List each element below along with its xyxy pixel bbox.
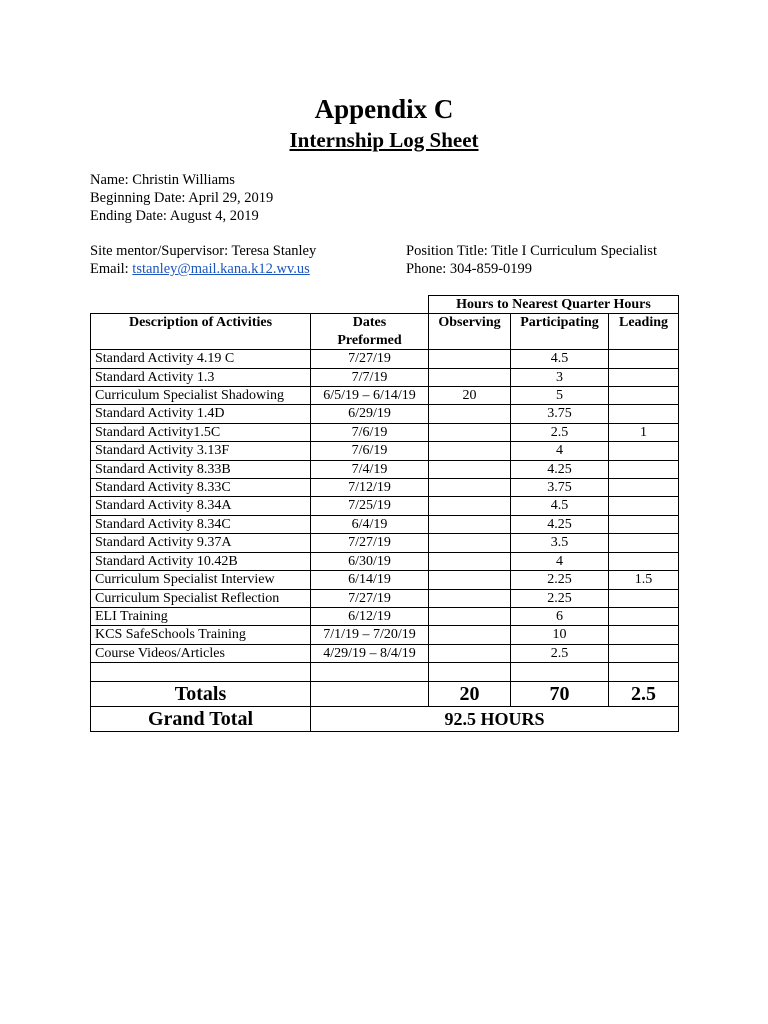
dates-cell: 4/29/19 – 8/4/19: [311, 644, 429, 662]
observing-cell: [429, 479, 511, 497]
dates-cell: 6/30/19: [311, 552, 429, 570]
participating-cell: 2.25: [511, 589, 609, 607]
col-header-leading: Leading: [609, 314, 679, 350]
participating-cell: 2.5: [511, 423, 609, 441]
totals-row: [91, 681, 679, 706]
dates-cell: 7/27/19: [311, 350, 429, 368]
phone-number: Phone: 304-859-0199: [406, 261, 533, 277]
dates-cell: [311, 663, 429, 681]
email-link[interactable]: tstanley@mail.kana.k12.wv.us: [132, 261, 310, 277]
dates-cell: 7/4/19: [311, 460, 429, 478]
ending-date: Ending Date: August 4, 2019: [90, 208, 259, 224]
dates-cell: 7/7/19: [311, 368, 429, 386]
leading-cell: [609, 460, 679, 478]
observing-cell: [429, 663, 511, 681]
dates-cell: 6/4/19: [311, 515, 429, 533]
leading-cell: [609, 442, 679, 460]
observing-cell: [429, 626, 511, 644]
activity-cell: ELI Training: [91, 607, 311, 625]
activity-cell: Course Videos/Articles: [91, 644, 311, 662]
participating-cell: 10: [511, 626, 609, 644]
activity-cell: KCS SafeSchools Training: [91, 626, 311, 644]
mentor-name: Site mentor/Supervisor: Teresa Stanley: [90, 243, 317, 259]
table-row: [91, 442, 679, 460]
table-row: [91, 423, 679, 441]
dates-cell: 7/12/19: [311, 479, 429, 497]
participating-cell: 3.75: [511, 405, 609, 423]
grand-total-label: Grand Total: [91, 706, 311, 731]
table-row: [91, 626, 679, 644]
observing-cell: [429, 589, 511, 607]
position-info: [406, 242, 657, 278]
activity-cell: Standard Activity 8.33B: [91, 460, 311, 478]
group-header-row: [91, 296, 679, 314]
totals-observing: 20: [429, 681, 511, 706]
table-row: [91, 552, 679, 570]
dates-cell: 6/14/19: [311, 571, 429, 589]
table-row: [91, 571, 679, 589]
col-header-dates-line2: Preformed: [311, 332, 429, 350]
mentor-info: [90, 242, 316, 278]
beginning-date: Beginning Date: April 29, 2019: [90, 190, 274, 206]
totals-dates-blank: [311, 681, 429, 706]
activity-cell: Standard Activity 8.33C: [91, 479, 311, 497]
column-header-row: [91, 314, 679, 332]
participating-cell: 2.5: [511, 644, 609, 662]
observing-cell: [429, 497, 511, 515]
observing-cell: [429, 515, 511, 533]
leading-cell: [609, 387, 679, 405]
participating-cell: 4.25: [511, 515, 609, 533]
leading-cell: [609, 589, 679, 607]
table-row: [91, 644, 679, 662]
dates-cell: 6/29/19: [311, 405, 429, 423]
table-row: [91, 589, 679, 607]
col-header-dates-line1: Dates: [311, 314, 429, 332]
activity-cell: Curriculum Specialist Reflection: [91, 589, 311, 607]
leading-cell: [609, 644, 679, 662]
col-header-participating: Participating: [511, 314, 609, 350]
activity-cell: Standard Activity 8.34A: [91, 497, 311, 515]
dates-cell: 7/6/19: [311, 423, 429, 441]
table-row: [91, 387, 679, 405]
leading-cell: 1: [609, 423, 679, 441]
leading-cell: [609, 497, 679, 515]
leading-cell: [609, 350, 679, 368]
table-row: [91, 368, 679, 386]
mentor-email-line: [90, 260, 316, 278]
dates-cell: 6/5/19 – 6/14/19: [311, 387, 429, 405]
activity-cell: Curriculum Specialist Interview: [91, 571, 311, 589]
dates-cell: 7/6/19: [311, 442, 429, 460]
leading-cell: [609, 607, 679, 625]
activity-cell: Standard Activity 8.34C: [91, 515, 311, 533]
internship-log-table: [90, 295, 679, 732]
participating-cell: 4: [511, 442, 609, 460]
totals-leading: 2.5: [609, 681, 679, 706]
observing-cell: [429, 607, 511, 625]
leading-cell: [609, 534, 679, 552]
participating-cell: 5: [511, 387, 609, 405]
table-row: [91, 479, 679, 497]
table-row: [91, 607, 679, 625]
leading-cell: 1.5: [609, 571, 679, 589]
table-row: [91, 405, 679, 423]
intern-info: [90, 171, 273, 225]
activity-cell: [91, 663, 311, 681]
table-row: [91, 515, 679, 533]
leading-cell: [609, 663, 679, 681]
page-subtitle: Internship Log Sheet: [289, 128, 479, 152]
totals-label: Totals: [91, 681, 311, 706]
email-label: Email:: [90, 261, 133, 277]
observing-cell: [429, 368, 511, 386]
leading-cell: [609, 552, 679, 570]
dates-cell: 6/12/19: [311, 607, 429, 625]
observing-cell: 20: [429, 387, 511, 405]
col-header-observing: Observing: [429, 314, 511, 350]
participating-cell: 4: [511, 552, 609, 570]
participating-cell: 6: [511, 607, 609, 625]
observing-cell: [429, 350, 511, 368]
page-title: Appendix C: [314, 94, 454, 124]
activity-cell: Standard Activity1.5C: [91, 423, 311, 441]
participating-cell: 2.25: [511, 571, 609, 589]
grand-total-value: 92.5 HOURS: [311, 706, 679, 731]
table-row: [91, 460, 679, 478]
activity-cell: Standard Activity 10.42B: [91, 552, 311, 570]
activity-cell: Standard Activity 4.19 C: [91, 350, 311, 368]
participating-cell: 4.25: [511, 460, 609, 478]
participating-cell: 4.5: [511, 497, 609, 515]
activity-cell: Standard Activity 1.4D: [91, 405, 311, 423]
leading-cell: [609, 405, 679, 423]
observing-cell: [429, 405, 511, 423]
col-header-description: Description of Activities: [91, 314, 311, 350]
dates-cell: 7/25/19: [311, 497, 429, 515]
leading-cell: [609, 479, 679, 497]
observing-cell: [429, 460, 511, 478]
grand-total-row: [91, 706, 679, 731]
activity-cell: Standard Activity 1.3: [91, 368, 311, 386]
table-row: [91, 663, 679, 681]
position-title: Position Title: Title I Curriculum Specialist: [406, 243, 657, 259]
participating-cell: 3: [511, 368, 609, 386]
totals-participating: 70: [511, 681, 609, 706]
table-row: [91, 350, 679, 368]
participating-cell: [511, 663, 609, 681]
participating-cell: 3.75: [511, 479, 609, 497]
leading-cell: [609, 368, 679, 386]
observing-cell: [429, 442, 511, 460]
participating-cell: 4.5: [511, 350, 609, 368]
activity-cell: Standard Activity 9.37A: [91, 534, 311, 552]
participating-cell: 3.5: [511, 534, 609, 552]
hours-group-header: Hours to Nearest Quarter Hours: [429, 296, 679, 314]
table-row: [91, 497, 679, 515]
dates-cell: 7/27/19: [311, 589, 429, 607]
table-row: [91, 534, 679, 552]
leading-cell: [609, 515, 679, 533]
intern-name: Name: Christin Williams: [90, 172, 235, 188]
dates-cell: 7/27/19: [311, 534, 429, 552]
activity-cell: Curriculum Specialist Shadowing: [91, 387, 311, 405]
observing-cell: [429, 423, 511, 441]
observing-cell: [429, 644, 511, 662]
observing-cell: [429, 571, 511, 589]
observing-cell: [429, 552, 511, 570]
activity-cell: Standard Activity 3.13F: [91, 442, 311, 460]
dates-cell: 7/1/19 – 7/20/19: [311, 626, 429, 644]
observing-cell: [429, 534, 511, 552]
leading-cell: [609, 626, 679, 644]
